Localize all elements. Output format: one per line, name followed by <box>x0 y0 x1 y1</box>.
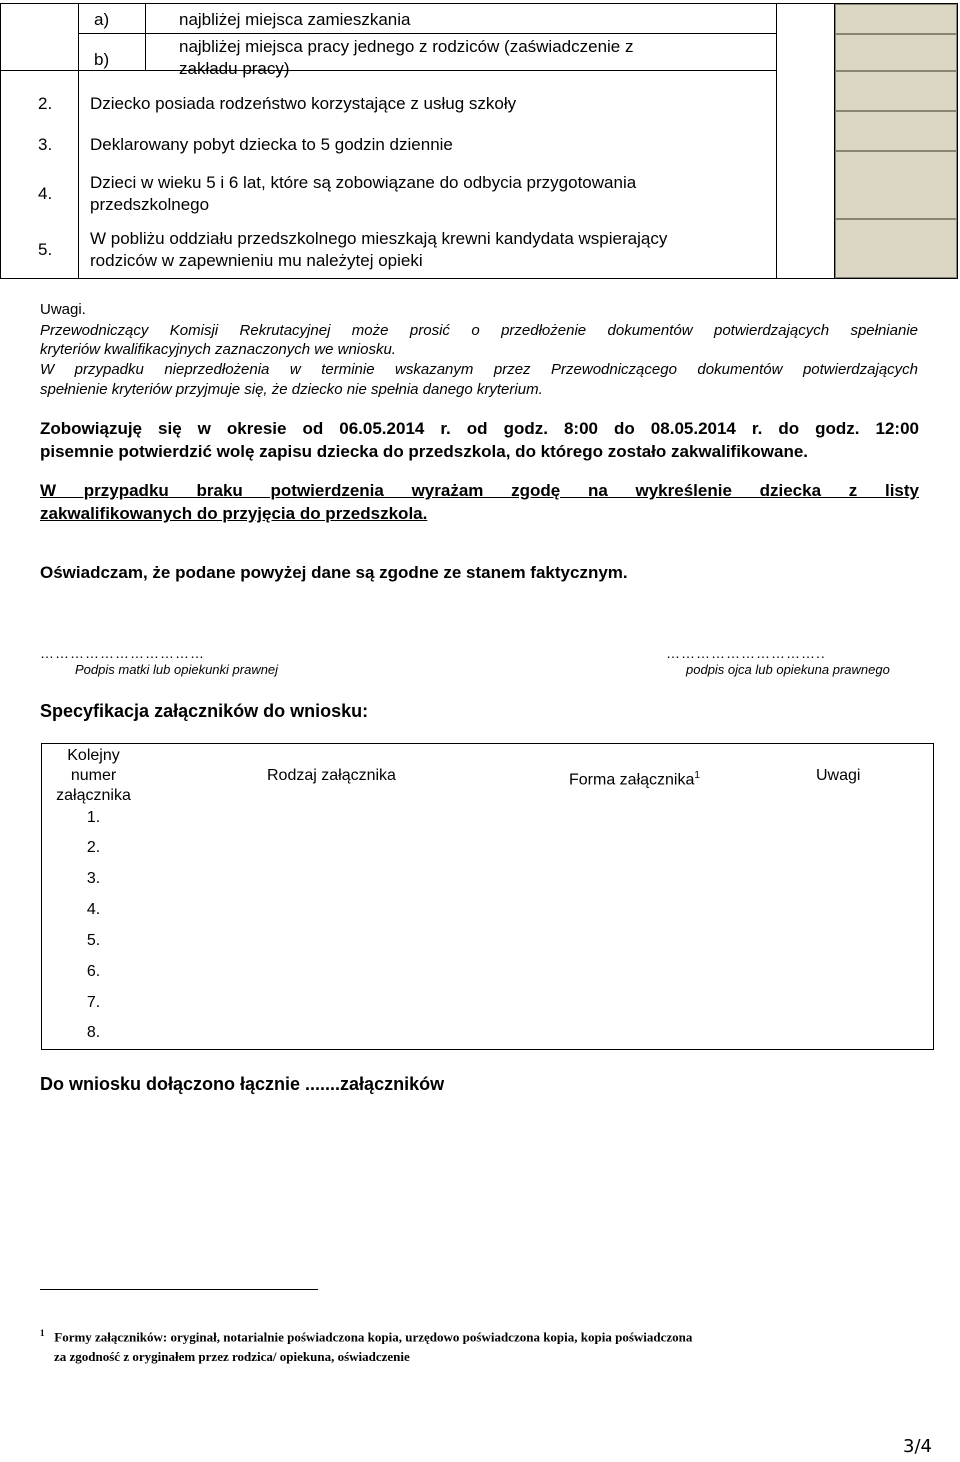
attachment-number: 5. <box>86 932 101 949</box>
signature-label-mother: Podpis matki lub opiekunki prawnej <box>75 662 279 677</box>
notes-heading: Uwagi. <box>40 301 86 318</box>
table-border <box>145 3 146 70</box>
header-col-form <box>569 766 700 790</box>
footnote-text: za zgodność z oryginałem przez rodzica/ opiekuna, oświadczenie <box>54 1349 410 1365</box>
attachment-number: 1. <box>86 809 101 826</box>
criterion-text: przedszkolnego <box>90 195 210 214</box>
criterion-letter: a) <box>94 10 110 29</box>
criterion-text: Dzieci w wieku 5 i 6 lat, które są zobowiązane do odbycia przygotowania <box>90 173 637 192</box>
header-text: numer <box>70 767 117 784</box>
criterion-text: Deklarowany pobyt dziecka to 5 godzin dziennie <box>90 135 453 154</box>
consent-text: W przypadku braku potwierdzenia wyrażam zgodę na wykreślenie dziecka z listy <box>40 481 919 500</box>
criterion-letter: b) <box>94 50 110 69</box>
criterion-text: Dziecko posiada rodzeństwo korzystające z usług szkoły <box>90 94 517 113</box>
attachments-table <box>41 743 934 1050</box>
notes-text: kryteriów kwalifikacyjnych zaznaczonych we wniosku. <box>40 341 396 358</box>
attachment-number: 8. <box>86 1024 101 1041</box>
page-number: 3/4 <box>903 1436 932 1457</box>
footnote-line <box>40 1323 692 1347</box>
signature-line-father: ………………………….. <box>666 645 826 661</box>
attachment-number: 3. <box>86 870 101 887</box>
criterion-number: 5. <box>38 240 53 259</box>
score-cell[interactable] <box>835 219 957 278</box>
attachment-number: 7. <box>86 994 101 1011</box>
notes-text: spełnienie kryteriów przyjmuje się, że dziecko nie spełnia danego kryterium. <box>40 381 543 398</box>
criteria-table <box>0 3 958 278</box>
footnote-ref: 1 <box>694 770 700 781</box>
criterion-text: zakładu pracy) <box>179 59 290 78</box>
table-border <box>0 3 1 278</box>
header-col-notes: Uwagi <box>816 767 861 784</box>
header-text: Kolejny <box>67 747 120 764</box>
footnote <box>40 1323 692 1367</box>
criterion-number: 2. <box>38 94 53 113</box>
table-border <box>0 3 958 4</box>
table-border <box>957 3 958 278</box>
criterion-number: 4. <box>38 184 53 203</box>
footnote-marker: 1 <box>40 1328 45 1338</box>
attachments-title: Specyfikacja załączników do wniosku: <box>40 701 369 721</box>
score-cell[interactable] <box>835 34 957 71</box>
table-border <box>0 70 777 71</box>
declaration-text: Oświadczam, że podane powyżej dane są zgodne ze stanem faktycznym. <box>40 563 628 582</box>
criterion-text: W pobliżu oddziału przedszkolnego mieszkają krewni kandydata wspierający <box>90 229 668 248</box>
score-cell[interactable] <box>835 111 957 151</box>
table-border <box>0 278 958 279</box>
attachment-number: 4. <box>86 901 101 918</box>
criterion-text: najbliżej miejsca pracy jednego z rodziców (zaświadczenie z <box>179 37 634 56</box>
score-cell[interactable] <box>835 71 957 111</box>
footnote-text: Formy załączników: oryginał, notarialnie poświadczona kopia, urzędowo poświadczona kopia, kopia poświadczona <box>54 1329 693 1345</box>
criterion-number: 3. <box>38 135 53 154</box>
attachment-number: 2. <box>86 839 101 856</box>
attachments-total: Do wniosku dołączono łącznie .......załączników <box>40 1074 445 1094</box>
commitment-text: Zobowiązuję się w okresie od 06.05.2014 r. od godz. 8:00 do 08.05.2014 r. do godz. 12:00 <box>40 419 919 438</box>
consent-text: zakwalifikowanych do przyjęcia do przedszkola. <box>40 504 428 523</box>
header-col-number <box>42 746 145 806</box>
header-text: Forma załącznika <box>569 771 695 789</box>
score-cell[interactable] <box>835 4 957 34</box>
header-text: załącznika <box>56 787 131 804</box>
signature-line-mother: …………………………… <box>40 645 205 661</box>
commitment-text: pisemnie potwierdzić wolę zapisu dziecka do przedszkola, do którego zostało zakwalifikowane. <box>40 442 809 461</box>
criterion-text: rodziców w zapewnieniu mu należytej opieki <box>90 251 423 270</box>
attachment-number: 6. <box>86 963 101 980</box>
notes-text: W przypadku nieprzedłożenia w terminie wskazanym przez Przewodniczącego dokumentów potwierdzających <box>40 361 918 378</box>
footnote-separator <box>40 1289 318 1290</box>
table-border <box>776 3 777 278</box>
score-cell[interactable] <box>835 151 957 219</box>
header-col-type: Rodzaj załącznika <box>267 767 396 784</box>
signature-label-father: podpis ojca lub opiekuna prawnego <box>686 662 890 677</box>
criterion-text: najbliżej miejsca zamieszkania <box>179 10 411 29</box>
notes-text: Przewodniczący Komisji Rekrutacyjnej może prosić o przedłożenie dokumentów potwierdzających spełnianie <box>40 322 918 339</box>
table-border <box>78 3 79 278</box>
table-border <box>78 33 777 34</box>
